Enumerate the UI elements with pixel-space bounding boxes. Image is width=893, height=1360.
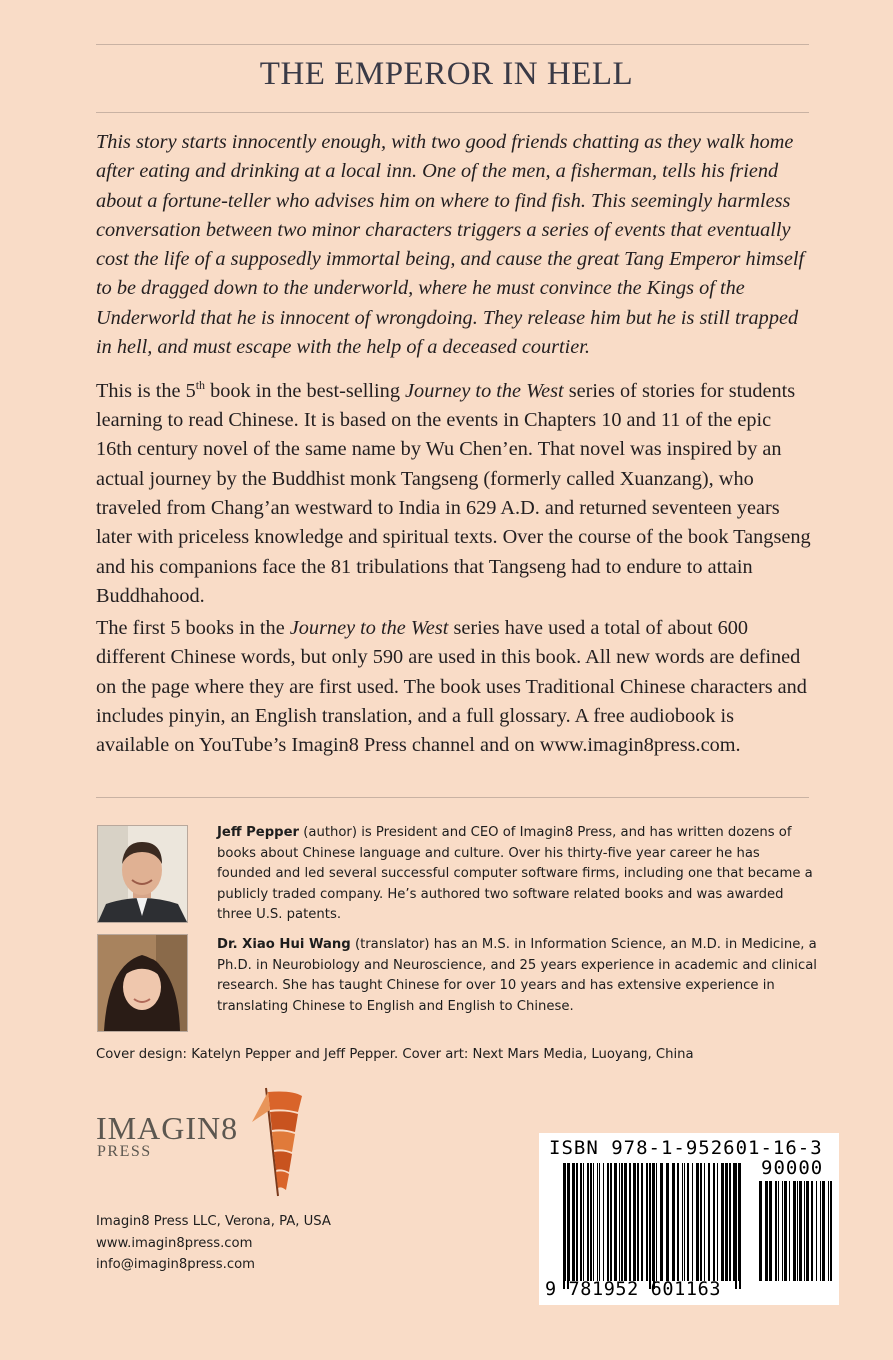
translator-name: Dr. Xiao Hui Wang [217,937,351,952]
cover-credit: Cover design: Katelyn Pepper and Jeff Pepper. Cover art: Next Mars Media, Luoyang, China [96,1047,694,1062]
series-text-a: This is the 5 [96,379,196,402]
series-text-c: series of stories for students learning to read Chinese. It is based on the events in Chapters 10 and 11 of the epic 16th century novel of the same name by Wu Chen’en. That novel was inspired by an actual journey by the Buddhist monk Tangseng (formerly called Xuanzang), who traveled from Chang’an westward to India in 629 A.D. and returned seventeen years later with priceless knowledge and spiritual texts. Over the course of the book Tangseng and his companions face the 81 tribulations that Tangseng had to endure to attain Buddhahood. [96,379,811,607]
bio-rule [96,797,809,798]
publisher-email: info@imagin8press.com [96,1257,256,1272]
vocab-text-b: series have used a total of about 600 different Chinese words, but only 590 are used in this book. All new words are defined on the page where they are first used. The book uses Traditional Chinese characters and includes pinyin, an English translation, and a full glossary. A free audiobook is available on YouTube’s Imagin8 Press channel and on www.imagin8press.com. [96,617,807,757]
translator-photo [97,934,188,1032]
author-name: Jeff Pepper [217,825,300,840]
series-paragraph [96,371,812,611]
publisher-website: www.imagin8press.com [96,1235,253,1251]
author-photo [97,825,188,923]
series-name: Journey to the West [405,379,564,402]
publisher-contact [96,1211,331,1276]
series-name-2: Journey to the West [289,617,449,639]
title-rule [96,112,809,113]
junk-sail-logo-icon [248,1086,308,1198]
ordinal-suffix: th [195,378,206,392]
vocab-text-a: The first 5 books in the [96,617,290,639]
author-bio-text: (author) is President and CEO of Imagin8 Press, and has written dozens of books about Chinese language and culture. Over his thirty-five year career he has founded and led several successful computer software firms, including one that became a publicly traded company. He’s authored two software related books and was awarded three U.S. patents. [217,825,813,923]
price-code: 90000 [761,1157,824,1179]
vocabulary-paragraph [96,614,812,760]
publisher-logo-name: IMAGIN8 [96,1110,239,1146]
author-bio [217,823,817,926]
translator-bio [217,935,817,1017]
synopsis-paragraph: This story starts innocently enough, with two good friends chatting as they walk home after eating and drinking at a local inn. One of the men, a fisherman, tells his friend about a fortune-teller who advises him on where to find fish. This seemingly harmless conversation between two minor characters triggers a series of events that eventually cost the life of a supposedly immortal being, and cause the great Tang Emperor himself to be dragged down to the underworld, where he must convince the Kings of the Underworld that he is innocent of wrongdoing. They release him but he is still trapped in hell, and must escape with the help of a deceased courtier. [96,131,805,359]
publisher-logo-sub: PRESS [97,1143,152,1160]
top-rule [96,44,809,45]
translator-bio-text: (translator) has an M.S. in Information Science, an M.D. in Medicine, a Ph.D. in Neurobiology and Neuroscience, and 25 years experience in academic and clinical research. She has taught Chinese for over 10 years and has extensive experience in translating Chinese to English and English to Chinese. [217,937,817,1014]
series-text-b: book in the best-selling [205,379,406,402]
barcode-digits: 9 781952 601163 [545,1279,722,1300]
publisher-address: Imagin8 Press LLC, Verona, PA, USA [96,1214,331,1229]
isbn-barcode [539,1133,839,1305]
book-title: THE EMPEROR IN HELL [259,56,634,92]
isbn-label: ISBN 978-1-952601-16-3 [549,1137,823,1159]
